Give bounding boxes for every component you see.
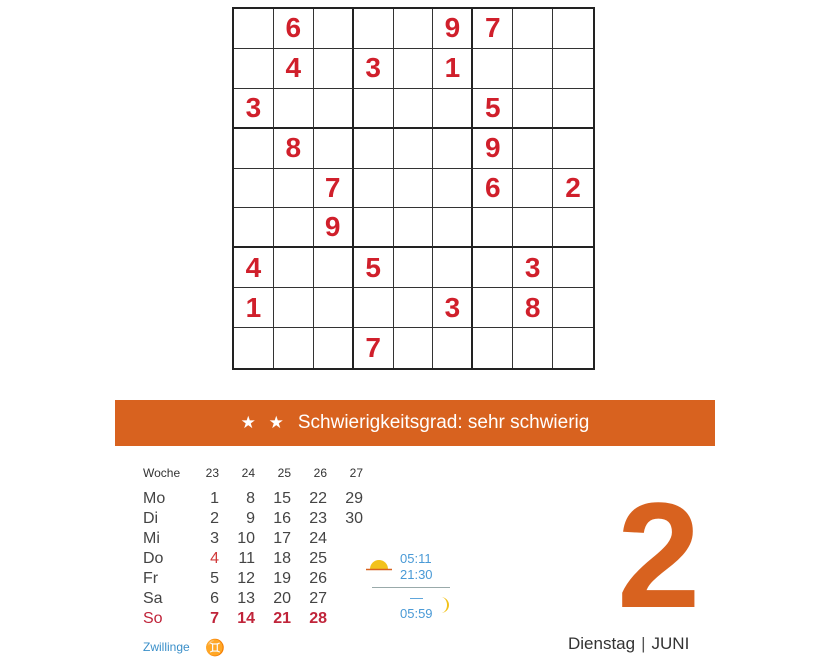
moonset-time: 05:59: [400, 606, 433, 621]
calendar-date: [327, 529, 363, 549]
sudoku-cell: 7: [354, 328, 394, 368]
sudoku-cell: [553, 208, 593, 248]
calendar-date: 13: [237, 590, 255, 607]
sudoku-cell: [513, 328, 553, 368]
sunrise-icon: [366, 556, 392, 572]
calendar-date: 15: [273, 490, 291, 507]
sudoku-cell: 9: [433, 9, 473, 49]
calendar-date: 24: [309, 530, 327, 547]
sudoku-cell: [473, 208, 513, 248]
sudoku-cell: [473, 288, 513, 328]
sunset-time: 21:30: [400, 567, 433, 582]
sun-moon-divider: [372, 587, 450, 588]
sudoku-cell: [394, 328, 434, 368]
sudoku-cell: 5: [354, 248, 394, 288]
calendar-date: 26: [309, 570, 327, 587]
day-number: 2: [617, 471, 701, 639]
sudoku-cell: [394, 288, 434, 328]
calendar-day-row: [143, 569, 363, 589]
moonrise-time: —: [410, 590, 423, 605]
sudoku-cell: [274, 89, 314, 129]
date-separator: |: [641, 634, 646, 653]
sudoku-cell: [433, 129, 473, 169]
sudoku-cell: 9: [314, 208, 354, 248]
sudoku-cell: [314, 89, 354, 129]
calendar-date: 16: [273, 510, 291, 527]
calendar-date: 5: [210, 570, 219, 587]
difficulty-text: Schwierigkeitsgrad: sehr schwierig: [297, 412, 590, 433]
sudoku-cell: [513, 49, 553, 89]
calendar-date: 28: [309, 610, 327, 627]
week-number: 25: [277, 466, 291, 480]
calendar-date: 17: [273, 530, 291, 547]
calendar-day-row: [143, 529, 363, 549]
calendar-date: 7: [210, 610, 219, 627]
calendar-date: 12: [237, 570, 255, 587]
sudoku-cell: [274, 288, 314, 328]
calendar-date: 19: [273, 570, 291, 587]
calendar-day-row: [143, 489, 363, 509]
calendar-date: 18: [273, 550, 291, 567]
sudoku-cell: [234, 49, 274, 89]
sudoku-cell: [234, 328, 274, 368]
sudoku-cell: [433, 208, 473, 248]
sudoku-cell: [234, 9, 274, 49]
weekday-label: So: [143, 610, 163, 627]
sudoku-cell: [553, 129, 593, 169]
sudoku-cell: 1: [433, 49, 473, 89]
sudoku-cell: 8: [274, 129, 314, 169]
sudoku-cell: [314, 9, 354, 49]
week-number: 26: [313, 466, 327, 480]
sudoku-cell: [354, 89, 394, 129]
sudoku-cell: [354, 288, 394, 328]
sunrise-time: 05:11: [400, 551, 432, 566]
sudoku-cell: [553, 89, 593, 129]
sudoku-cell: [513, 169, 553, 209]
sudoku-cell: [394, 49, 434, 89]
calendar-date: 6: [210, 590, 219, 607]
sudoku-cell: [354, 169, 394, 209]
calendar-date: 20: [273, 590, 291, 607]
calendar-date: [327, 609, 363, 629]
calendar-date: 1: [210, 490, 219, 507]
sudoku-cell: [234, 129, 274, 169]
sudoku-cell: [274, 328, 314, 368]
week-label: Woche: [143, 466, 181, 480]
zodiac-sign: [143, 638, 225, 658]
sudoku-cell: [354, 9, 394, 49]
calendar-day-row: [143, 549, 363, 569]
calendar-date: 3: [210, 530, 219, 547]
sudoku-cell: [473, 49, 513, 89]
weekday-label: Mi: [143, 530, 160, 547]
sudoku-cell: 2: [553, 169, 593, 209]
calendar-date: 4: [210, 550, 219, 567]
gemini-icon: ♊: [205, 640, 225, 657]
month: JUNI: [651, 634, 690, 653]
calendar-date: 29: [345, 490, 363, 507]
sudoku-cell: [394, 89, 434, 129]
sudoku-cell: [553, 248, 593, 288]
sudoku-cell: [473, 328, 513, 368]
calendar-day-row: [143, 509, 363, 529]
calendar-date: 2: [210, 510, 219, 527]
weekday-label: Sa: [143, 590, 163, 607]
sudoku-cell: [354, 208, 394, 248]
sudoku-cell: [314, 129, 354, 169]
calendar-day-row: [143, 609, 363, 629]
sudoku-cell: [314, 328, 354, 368]
sudoku-cell: [234, 169, 274, 209]
weekday-label: Fr: [143, 570, 159, 587]
sudoku-cell: [553, 49, 593, 89]
sudoku-cell: 4: [274, 49, 314, 89]
sudoku-cell: 5: [473, 89, 513, 129]
sudoku-cell: [473, 248, 513, 288]
sudoku-cell: [394, 129, 434, 169]
sudoku-cell: 4: [234, 248, 274, 288]
weekday-month: [568, 634, 689, 654]
weekday: Dienstag: [568, 634, 636, 653]
sudoku-cell: [433, 328, 473, 368]
sudoku-cell: 3: [513, 248, 553, 288]
sudoku-cell: [513, 89, 553, 129]
calendar-date: 27: [309, 590, 327, 607]
zodiac-label: Zwillinge: [143, 640, 190, 654]
week-number: 27: [349, 466, 363, 480]
sudoku-cell: [394, 169, 434, 209]
sudoku-cell: 3: [234, 89, 274, 129]
calendar-week-row: [143, 465, 363, 489]
sudoku-cell: [354, 129, 394, 169]
weekday-label: Di: [143, 510, 159, 527]
sudoku-cell: [394, 208, 434, 248]
week-number: 23: [205, 466, 219, 480]
sudoku-cell: 7: [473, 9, 513, 49]
calendar-date: 9: [246, 510, 255, 527]
calendar-date: [327, 569, 363, 589]
sudoku-cell: [274, 208, 314, 248]
sudoku-cell: 3: [433, 288, 473, 328]
moon-icon: [437, 596, 453, 614]
sudoku-cell: [274, 248, 314, 288]
sudoku-cell: 7: [314, 169, 354, 209]
sudoku-cell: [553, 9, 593, 49]
sudoku-cell: [314, 49, 354, 89]
sudoku-cell: [433, 89, 473, 129]
sudoku-grid: [232, 7, 595, 370]
sudoku-cell: 8: [513, 288, 553, 328]
sudoku-cell: 1: [234, 288, 274, 328]
sudoku-cell: [314, 248, 354, 288]
month-calendar: [143, 465, 363, 629]
sudoku-cell: [513, 9, 553, 49]
calendar-date: 30: [345, 510, 363, 527]
weekday-label: Mo: [143, 490, 166, 507]
sudoku-cell: [394, 9, 434, 49]
calendar-date: [327, 549, 363, 569]
sudoku-cell: 6: [274, 9, 314, 49]
sudoku-cell: [314, 288, 354, 328]
weekday-label: Do: [143, 550, 164, 567]
sudoku-cell: [274, 169, 314, 209]
sudoku-cell: [553, 288, 593, 328]
sudoku-cell: [433, 248, 473, 288]
calendar-date: [327, 589, 363, 609]
sudoku-cell: 6: [473, 169, 513, 209]
difficulty-stars: ★ ★: [240, 413, 288, 432]
calendar-date: 23: [309, 510, 327, 527]
sudoku-cell: [234, 208, 274, 248]
calendar-date: 14: [237, 610, 255, 627]
calendar-day-row: [143, 589, 363, 609]
sudoku-cell: [394, 248, 434, 288]
sudoku-cell: [553, 328, 593, 368]
calendar-date: 10: [237, 530, 255, 547]
difficulty-banner: [115, 400, 715, 446]
calendar-date: 25: [309, 550, 327, 567]
sudoku-cell: 3: [354, 49, 394, 89]
calendar-date: 21: [273, 610, 291, 627]
calendar-date: 8: [246, 490, 255, 507]
week-number: 24: [241, 466, 255, 480]
sudoku-cell: [433, 169, 473, 209]
calendar-date: 22: [309, 490, 327, 507]
sudoku-cell: [513, 129, 553, 169]
sudoku-cell: 9: [473, 129, 513, 169]
sudoku-cell: [513, 208, 553, 248]
calendar-date: 11: [238, 550, 255, 567]
